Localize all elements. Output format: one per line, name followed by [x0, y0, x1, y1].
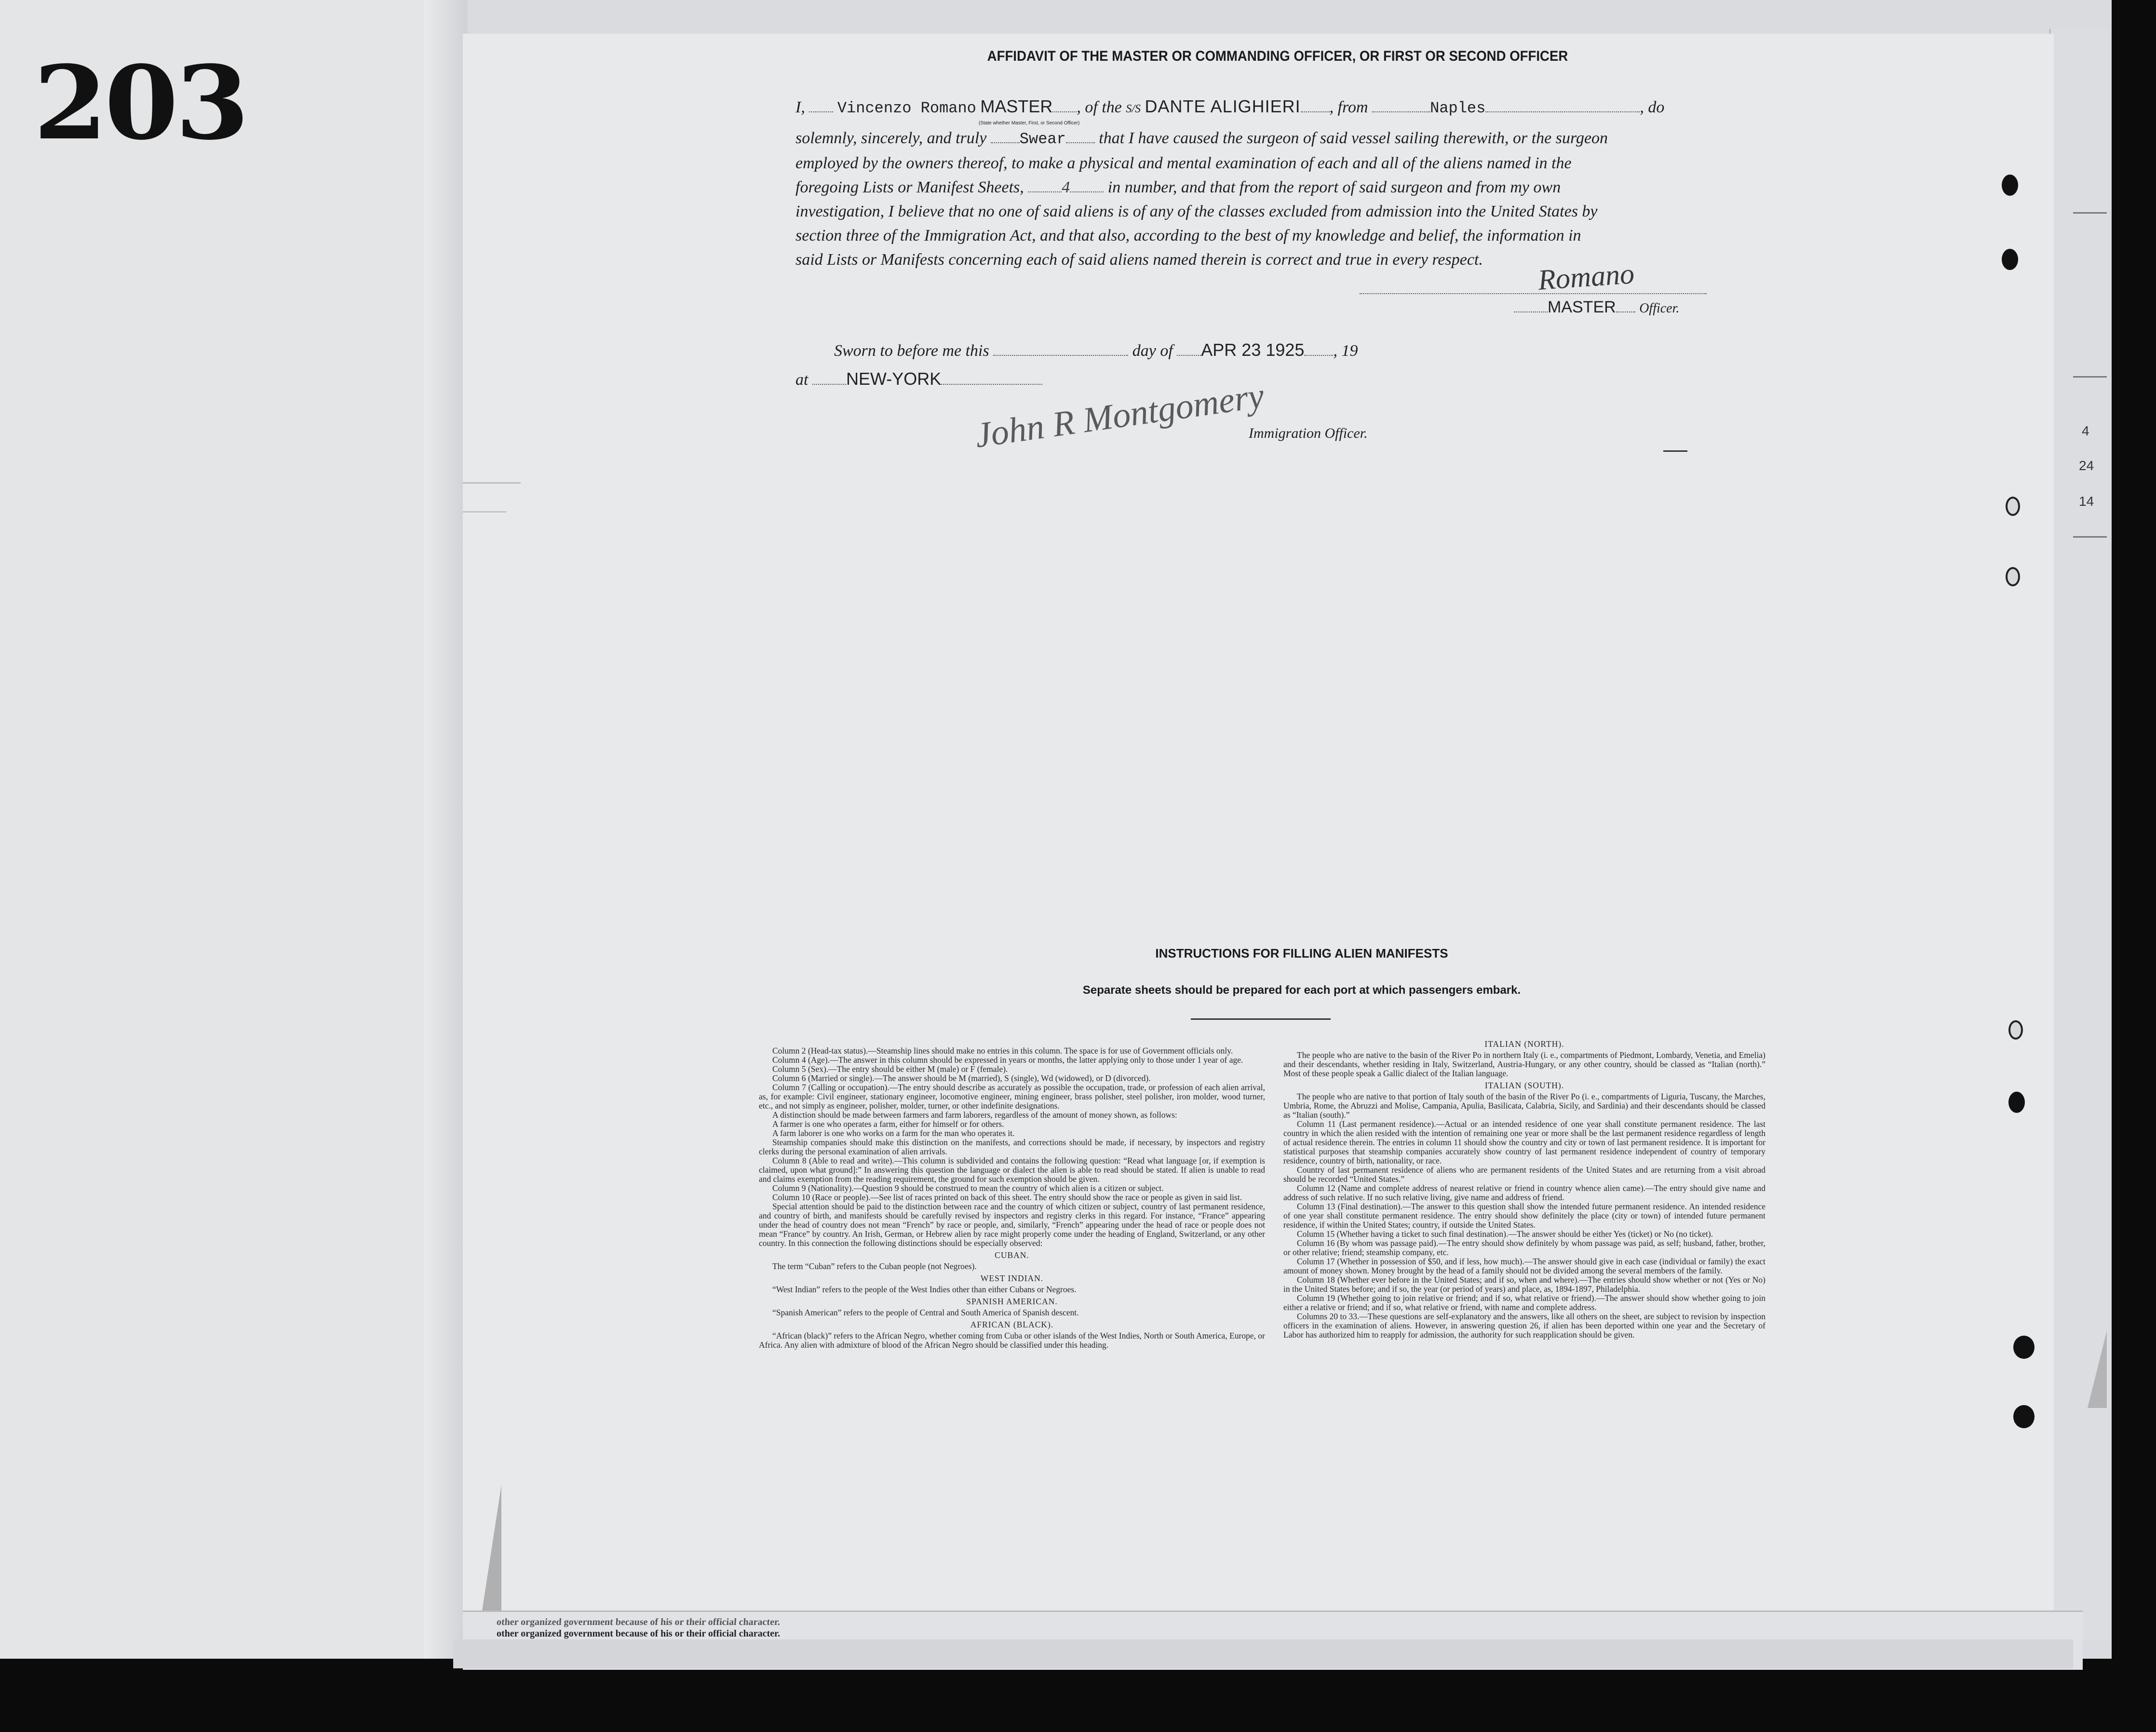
line-2-start: solemnly, sincerely, and truly	[795, 129, 987, 147]
affidavit-line-6: section three of the Immigration Act, and that also, according to the best of my knowledge and belief, the information in	[795, 227, 1581, 244]
section-heading-west-indian: WEST INDIAN.	[980, 1273, 1044, 1283]
right-edge-line	[2073, 376, 2107, 378]
binder-hole	[2002, 249, 2018, 270]
binder-hole	[2013, 1405, 2035, 1428]
section-heading-italian-south: ITALIAN (SOUTH).	[1484, 1081, 1564, 1090]
binder-hole	[2006, 497, 2020, 516]
master-signature: Romano	[1536, 257, 1636, 296]
immigration-officer-signature: John R Montgomery	[972, 376, 1267, 456]
section-heading-african: AFRICAN (BLACK).	[970, 1320, 1054, 1329]
manifest-sheet	[463, 34, 2054, 1625]
right-edge-line	[2073, 536, 2107, 538]
affidavit-line-5: investigation, I believe that no one of said aliens is of any of the classes excluded from admission into the United States by	[795, 203, 1598, 220]
instruction-paragraph: The people who are native to the basin of the River Po in northern Italy (i. e., compartments of Piedmont, Lombardy, Venetia, and Emelia) and their descendants, whether residing in Italy, Switzerland, Austria-Hungary, or any other country, should be classed as “Italian (north).” Most of these people speak a Gallic dialect of the Italian language.	[1283, 1050, 1765, 1078]
affidavit-line-2	[795, 129, 1608, 148]
sworn-label: Sworn to before me this	[834, 342, 989, 360]
bottom-sheet-strip-lower	[453, 1639, 2073, 1668]
immigration-officer-label: Immigration Officer.	[1249, 425, 1368, 441]
binder-hole	[2008, 1092, 2025, 1113]
left-faint-line	[463, 511, 506, 513]
instruction-paragraph: Column 11 (Last permanent residence).—Actual or an intended residence of one year shall constitute permanent residence. The last country in which the alien resided with the intention of remaining one year or more shall be the last permanent residence regardless of length of actual residence therein. The entries in column 11 should show the country and city or town of last permanent residence. It is important for statistical purposes that steamship companies accurately show country of last permanent residence independent of country of temporary residence, country of birth, nationality, or race.	[1283, 1119, 1765, 1165]
line-2-end: that I have caused the surgeon of said vessel sailing therewith, or the surgeon	[1099, 129, 1608, 147]
line-4-end: in number, and that from the report of said surgeon and from my own	[1107, 178, 1561, 196]
sworn-place-line	[795, 369, 1042, 389]
instruction-paragraph: Column 5 (Sex).—The entry should be either M (male) or F (female).	[772, 1064, 1008, 1074]
instruction-paragraph: Column 15 (Whether having a ticket to such final destination).—The answer should be either Yes (ticket) or No (no ticket).	[1297, 1229, 1713, 1239]
binder-hole	[2008, 1020, 2023, 1040]
bottom-text-line: other organized government because of his or their official character.	[497, 1628, 781, 1639]
instruction-paragraph: “West Indian” refers to the people of the West Indies other than either Cubans or Negroes.	[772, 1285, 1077, 1294]
binder-hole	[2013, 1336, 2035, 1359]
instructions-subtitle: Separate sheets should be prepared for each port at which passengers embark.	[1082, 984, 1521, 997]
instruction-paragraph: Column 18 (Whether ever before in the United States; and if so, when and where).—The entries should show whether or not (Yes or No) in the United States before; and if so, the year (or period of years) and place, as, 1894-1897, Philadelphia.	[1283, 1275, 1765, 1294]
oath-word: Swear	[1019, 130, 1066, 148]
sheet-count: 4	[1062, 178, 1070, 196]
instruction-paragraph: Column 16 (By whom was passage paid).—The entry should show definitely by whom passage was paid, as self; husband, father, brother, or other relative; friend; steamship company, etc.	[1283, 1238, 1765, 1257]
instruction-paragraph: A farm laborer is one who works on a farm for the man who operates it.	[772, 1128, 1015, 1138]
instruction-paragraph: “Spanish American” refers to the people of Central and South America of Spanish descent.	[772, 1308, 1079, 1317]
binder-hole	[2006, 567, 2020, 586]
ship-name: DANTE ALIGHIERI	[1145, 96, 1301, 116]
instruction-paragraph: Column 4 (Age).—The answer in this column should be expressed in years or months, the latter applying only to those under 1 year of age.	[772, 1055, 1243, 1065]
instruction-paragraph: Column 8 (Able to read and write).—This column is subdivided and contains the following question: “Read what language [or, if exemption is claimed, upon what ground]:” In answering this question the language or dialect the alien is able to read should be stated. If alien is unable to read and claims exemption from the reading requirement, the ground for such exemption should be given.	[759, 1156, 1265, 1184]
right-margin-mark: 24	[2079, 458, 2094, 473]
signature-line	[1360, 293, 1707, 294]
instructions-title: INSTRUCTIONS FOR FILLING ALIEN MANIFESTS	[1155, 946, 1448, 961]
instruction-paragraph: Columns 20 to 33.—These questions are self-explanatory and the answers, like all others on the sheet, are subject to revision by inspection officers in the examination of aliens. However, in answering question 26, if alien has been deported within one year and the Secretary of Labor has authorized him to reapply for admission, the authority for such reapplication should be given.	[1283, 1312, 1765, 1340]
instruction-paragraph: “African (black)” refers to the African Negro, whether coming from Cuba or other islands of the West Indies, North or South America, Europe, or Africa. Any alien with admixture of blood of the African Negro should be classified under this heading.	[759, 1331, 1265, 1350]
page-number: 203	[33, 43, 246, 162]
officer-label: Officer.	[1639, 301, 1680, 316]
right-edge-tab	[2088, 1331, 2107, 1408]
officer-name: Vincenzo Romano	[837, 99, 976, 117]
page-curl-shadow	[482, 1485, 501, 1610]
instructions-right-column	[1283, 1037, 1765, 1340]
signer-title: MASTER	[1548, 298, 1616, 316]
instruction-paragraph: Column 12 (Name and complete address of nearest relative or friend in country whence alien came).—The entry should give name and address of such relative. If no such relative living, give name and address of friend.	[1283, 1183, 1765, 1202]
affidavit-title: AFFIDAVIT OF THE MASTER OR COMMANDING OFFICER, OR FIRST OR SECOND OFFICER	[987, 48, 1568, 64]
affidavit-line-7: said Lists or Manifests concerning each of said aliens named therein is correct and true in every respect.	[795, 251, 1483, 269]
port-name: Naples	[1430, 99, 1486, 117]
sworn-line	[834, 340, 1358, 360]
i-label: I,	[795, 98, 805, 116]
affidavit-line-1	[795, 96, 1664, 117]
do-label: , do	[1640, 98, 1665, 116]
sheet-fold	[424, 0, 468, 1659]
instruction-paragraph: Column 6 (Married or single).—The answer should be M (married), S (single), Wd (widowed), or D (divorced).	[772, 1073, 1151, 1083]
at-label: at	[795, 371, 808, 389]
instruction-paragraph: Column 10 (Race or people).—See list of races printed on back of this sheet. The entry should show the race or people as given in said list.	[772, 1192, 1242, 1202]
rank-note: (State whether Master, First, or Second Officer)	[979, 121, 1080, 126]
instruction-paragraph: The term “Cuban” refers to the Cuban people (not Negroes).	[772, 1261, 977, 1271]
bottom-sheet-text	[497, 1616, 780, 1639]
instruction-paragraph: Special attention should be paid to the distinction between race and the country of which citizen or subject, country of last permanent residence, and country of birth, and manifests should be carefully revised by inspectors and registry clerks in this regard. For instance, “France” appearing under the head of country does not mean “French” by race or people, and, similarly, “French” appearing under the head of race or people does not mean “France” by country. An Irish, German, or Hebrew alien by race might properly come under the heading of England, Switzerland, or any other country. In this connection the following distinctions should be especially observed:	[759, 1202, 1265, 1248]
instruction-paragraph: Column 13 (Final destination).—The answer to this question shall show the intended future permanent residence. An intended residence of one year shall constitute permanent residence. The entry should show definitely the place (city or town) of intended future permanent residence, if within the United States; country, if outside the United States.	[1283, 1202, 1765, 1230]
right-margin-mark: 4	[2082, 423, 2089, 438]
of-the-label: , of the	[1077, 98, 1122, 116]
sworn-place: NEW-YORK	[846, 369, 942, 389]
affidavit-line-4	[795, 178, 1561, 197]
year-suffix: , 19	[1333, 342, 1358, 360]
instruction-paragraph: Column 7 (Calling or occupation).—The entry should describe as accurately as possible the occupation, trade, or profession of each alien arrival, as, for example: Civil engineer, stationary engineer, locomotive engineer, mining engineer, brass polisher, steel polisher, iron molder, wood turner, etc., and not simply as engineer, polisher, molder, turner, or other indefinite designations.	[759, 1082, 1265, 1110]
section-heading-italian-north: ITALIAN (NORTH).	[1484, 1039, 1564, 1049]
instruction-paragraph: Column 17 (Whether in possession of $50, and if less, how much).—The answer should give in each case (individual or family) the exact amount of money shown. Money brought by the head of a family should not be divided among the several members of the family.	[1283, 1257, 1765, 1275]
from-label: , from	[1329, 98, 1368, 116]
instruction-paragraph: Column 9 (Nationality).—Question 9 should be construed to mean the country of which alien is a citizen or subject.	[772, 1183, 1164, 1193]
instruction-paragraph: Column 2 (Head-tax status).—Steamship lines should make no entries in this column. The space is for use of Government officials only.	[772, 1046, 1233, 1055]
day-of-label: day of	[1132, 342, 1173, 360]
instruction-paragraph: A farmer is one who operates a farm, either for himself or for others.	[772, 1119, 1004, 1129]
bottom-text-line: other organized government because of his or their official character.	[496, 1617, 781, 1627]
section-heading-cuban: CUBAN.	[995, 1250, 1029, 1260]
left-sheet	[0, 0, 466, 1659]
sworn-date: APR 23 1925	[1201, 340, 1305, 360]
instruction-paragraph: Steamship companies should make this distinction on the manifests, and corrections should be made, if necessary, by inspectors and registry clerks during the personal examination of alien arrivals.	[759, 1137, 1265, 1156]
instructions-left-column	[759, 1046, 1265, 1350]
instructions-rule	[1191, 1018, 1331, 1020]
left-faint-line	[463, 482, 521, 484]
right-edge-line	[2073, 212, 2107, 214]
instruction-paragraph: Country of last permanent residence of aliens who are permanent residents of the United States and are returning from a visit abroad should be recorded “United States.”	[1283, 1165, 1765, 1184]
binder-hole	[2002, 175, 2018, 196]
instruction-paragraph: The people who are native to that portion of Italy south of the basin of the River Po (i. e., compartments of Liguria, Tuscany, the Marches, Umbria, Rome, the Abruzzi and Molise, Campania, Apulia, Basilicata, Calabria, Sicily, and Sardinia) and their descendants should be classed as “Italian (south).”	[1283, 1092, 1765, 1120]
instruction-paragraph: Column 19 (Whether going to join relative or friend; and if so, what relative or friend).—The answer should show whether going to join either a relative or friend; and if so, what relative or friend, with name and complete address.	[1283, 1293, 1765, 1312]
right-margin-mark: 14	[2079, 494, 2094, 509]
section-heading-spanish-american: SPANISH AMERICAN.	[966, 1297, 1058, 1306]
affidavit-line-3: employed by the owners thereof, to make a physical and mental examination of each and all of the aliens named in the	[795, 154, 1572, 172]
ss-label: S/S	[1126, 103, 1141, 115]
line-4-start: foregoing Lists or Manifest Sheets,	[795, 178, 1024, 196]
signer-block	[1514, 298, 1679, 317]
small-dash-mark	[1663, 450, 1687, 452]
officer-rank: MASTER	[980, 96, 1053, 116]
instruction-paragraph: A distinction should be made between farmers and farm laborers, regardless of the amount of money shown, as follows:	[772, 1110, 1177, 1120]
